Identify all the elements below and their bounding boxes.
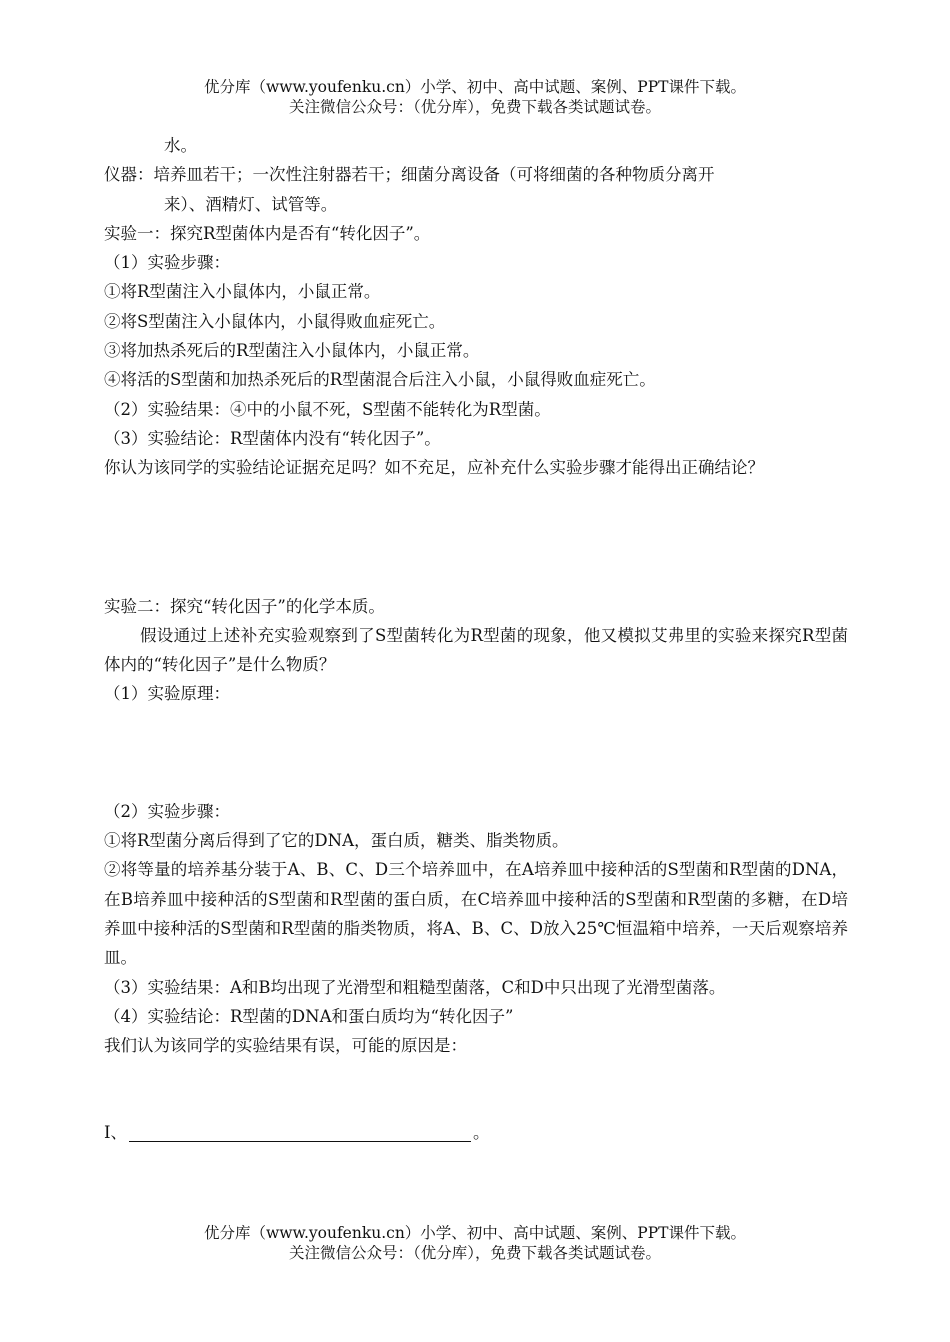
page-footer (0, 1223, 950, 1263)
question-1: 你认为该同学的实验结论证据充足吗？如不充足，应补充什么实验步骤才能得出正确结论？ (104, 458, 764, 478)
answer-end-mark: 。 (473, 1123, 490, 1143)
exp1-conclusion: （3）实验结论：R型菌体内没有“转化因子”。 (104, 428, 441, 448)
header-wechat-line: 关注微信公众号：（优分库），免费下载各类试题试卷。 (288, 98, 661, 116)
question-2: 我们认为该同学的实验结果有误，可能的原因是： (104, 1036, 467, 1056)
footer-site-line: 优分库（www.youfenku.cn）小学、初中、高中试题、案例、PPT课件下载。 (203, 1224, 747, 1242)
exp2-step-2: ②将等量的培养基分装于A、B、C、D三个培养皿中，在A培养皿中接种活的S型菌和R型菌的DNA，在B培养皿中接种活的S型菌和R型菌的蛋白质，在C培养皿中接种活的S型菌和R型菌的多糖，在D培养皿中接种活的S型菌和R型菌的脂类物质，将A、B、C、D放入25℃恒温箱中培养，一天后观察培养皿。 (104, 860, 848, 968)
exp2-step-1: ①将R型菌分离后得到了它的DNA，蛋白质，糖类、脂类物质。 (104, 831, 569, 851)
materials-continued: 水。 (164, 136, 197, 155)
exp1-step-1: ①将R型菌注入小鼠体内，小鼠正常。 (104, 282, 381, 302)
blank-fill-line[interactable] (129, 1121, 471, 1142)
answer-space-3 (104, 1060, 848, 1118)
header-site-line: 优分库（www.youfenku.cn）小学、初中、高中试题、案例、PPT课件下载。 (203, 78, 747, 96)
experiment1-title: 实验一：探究R型菌体内是否有“转化因子”。 (104, 223, 431, 243)
footer-wechat-line: 关注微信公众号：（优分库），免费下载各类试题试卷。 (288, 1244, 661, 1262)
instruments-line: 仪器：培养皿若干；一次性注射器若干；细菌分离设备（可将细菌的各种物质分离开 (104, 165, 715, 185)
answer-label-i: I、 (104, 1123, 128, 1143)
exp1-steps-heading: （1）实验步骤： (104, 253, 230, 273)
exp2-steps-heading: （2）实验步骤： (104, 801, 230, 821)
exp1-result: （2）实验结果：④中的小鼠不死，S型菌不能转化为R型菌。 (104, 399, 551, 419)
page-header (0, 77, 950, 117)
exp1-step-2: ②将S型菌注入小鼠体内，小鼠得败血症死亡。 (104, 311, 446, 331)
instruments-continued: 来）、酒精灯、试管等。 (164, 194, 338, 214)
answer-space-2[interactable] (104, 709, 848, 797)
document-body (104, 131, 848, 1148)
exp1-step-4: ④将活的S型菌和加热杀死后的R型菌混合后注入小鼠，小鼠得败血症死亡。 (104, 370, 656, 390)
experiment2-title: 实验二：探究“转化因子”的化学本质。 (104, 596, 385, 616)
exp2-hypothesis: 假设通过上述补充实验观察到了S型菌转化为R型菌的现象，他又模拟艾弗里的实验来探究R型菌体内的“转化因子”是什么物质？ (104, 625, 848, 675)
exp1-step-3: ③将加热杀死后的R型菌注入小鼠体内，小鼠正常。 (104, 341, 480, 361)
answer-line-i (104, 1118, 848, 1147)
exp2-conclusion: （4）实验结论：R型菌的DNA和蛋白质均为“转化因子” (104, 1006, 514, 1026)
exp2-result: （3）实验结果：A和B均出现了光滑型和粗糙型菌落，C和D中只出现了光滑型菌落。 (104, 977, 726, 997)
exp2-principle-heading: （1）实验原理： (104, 684, 230, 704)
answer-space-1[interactable] (104, 483, 848, 592)
